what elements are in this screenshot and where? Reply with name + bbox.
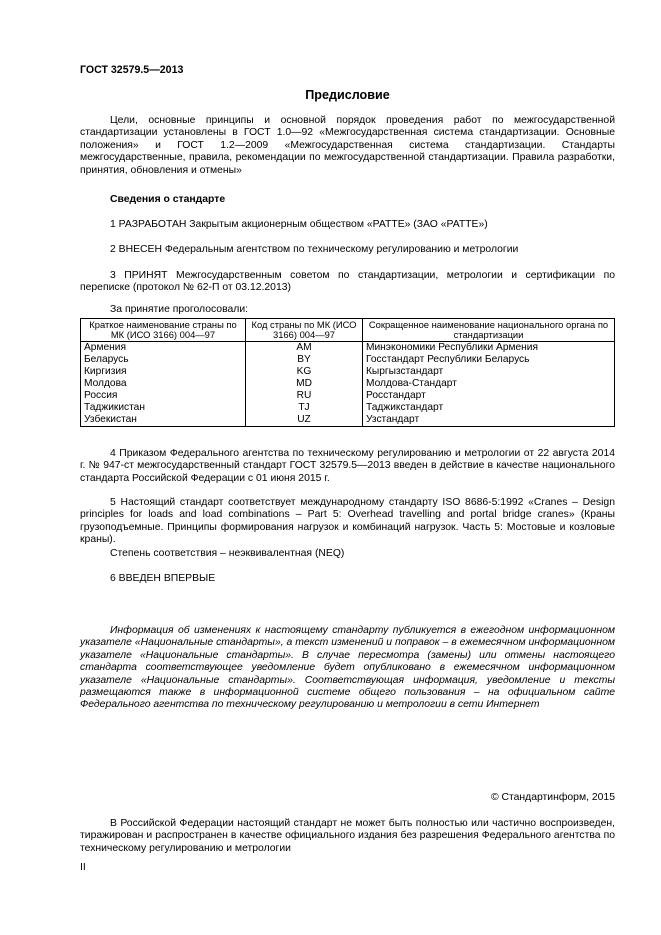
table-row: [81, 354, 615, 366]
voting-table: [80, 318, 615, 427]
table-row: [81, 402, 615, 414]
country-cell: Киргизия: [81, 366, 246, 378]
table-row: [81, 390, 615, 402]
country-cell: Узбекистан: [81, 414, 246, 427]
code-cell: KG: [246, 366, 363, 378]
code-cell: TJ: [246, 402, 363, 414]
header-national-body: Сокращенное наименование национального органа по стандартизации: [363, 319, 615, 342]
item-2-submitted: 2 ВНЕСЕН Федеральным агентством по техническому регулированию и метрологии: [110, 244, 519, 255]
voting-table-header: [81, 319, 615, 342]
header-code: Код страны по МК (ИСО 3166) 004—97: [246, 319, 363, 342]
section-heading: Сведения о стандарте: [110, 194, 226, 205]
code-cell: MD: [246, 378, 363, 390]
document-code: ГОСТ 32579.5—2013: [80, 64, 184, 76]
item-3-adopted: 3 ПРИНЯТ Межгосударственным советом по стандартизации, метрологии и сертификации по переписке (протокол № 62-П от 03.12.2013): [80, 270, 615, 294]
item-5-conformity: 5 Настоящий стандарт соответствует международному стандарту ISO 8686-5:1992 «Cranes – Design principles for loads and load combinations – Part 5: Overhead travelling and portal bridge cranes» (Краны грузоподъемные. Принципы формирования нагрузок и комбинаций нагрузок. Часть 5: Мостовые и козловые краны).: [80, 497, 615, 546]
code-cell: UZ: [246, 414, 363, 427]
page-title: Предисловие: [305, 88, 390, 102]
table-row: [81, 414, 615, 427]
code-cell: BY: [246, 354, 363, 366]
country-cell: Россия: [81, 390, 246, 402]
table-row: [81, 378, 615, 390]
table-row: [81, 366, 615, 378]
item-4-enacted: 4 Приказом Федерального агентства по техническому регулированию и метрологии от 22 августа 2014 г. № 947-ст межгосударственный стандарт ГОСТ 32579.5—2013 введен в действие в качестве национального стандарта Российской Федерации с 01 июня 2015 г.: [80, 448, 615, 484]
country-cell: Таджикистан: [81, 402, 246, 414]
country-cell: Молдова: [81, 378, 246, 390]
voted-label: За принятие проголосовали:: [110, 304, 249, 315]
country-cell: Армения: [81, 342, 246, 355]
body-cell: Минэкономики Республики Армения: [363, 342, 615, 355]
copyright: © Стандартинформ, 2015: [490, 792, 615, 803]
country-cell: Беларусь: [81, 354, 246, 366]
body-cell: Узстандарт: [363, 414, 615, 427]
code-cell: AM: [246, 342, 363, 355]
intro-paragraph: Цели, основные принципы и основной порядок проведения работ по межгосударственной стандартизации установлены в ГОСТ 1.0—92 «Межгосударственная система стандартизации. Основные положения» и ГОСТ 1.2—2009 «Межгосударственная система стандартизации. Стандарты межгосударственные, правила, рекомендации по межгосударственной стандартизации. Правила разработки, принятия, обновления и отмены»: [80, 115, 615, 176]
conformity-degree: Степень соответствия – неэквивалентная (NEQ): [110, 548, 345, 559]
item-6-introduced: 6 ВВЕДЕН ВПЕРВЫЕ: [110, 573, 216, 584]
item-1-developed: 1 РАЗРАБОТАН Закрытым акционерным обществом «РАТТЕ» (ЗАО «РАТТЕ»): [110, 219, 488, 230]
body-cell: Кыргызстандарт: [363, 366, 615, 378]
code-cell: RU: [246, 390, 363, 402]
body-cell: Росстандарт: [363, 390, 615, 402]
body-cell: Молдова-Стандарт: [363, 378, 615, 390]
reproduction-restriction: В Российской Федерации настоящий стандарт не может быть полностью или частично воспроизведен, тиражирован и распространен в качестве официального издания без разрешения Федерального агентства по техническому регулированию и метрологии: [80, 818, 615, 854]
body-cell: Госстандарт Республики Беларусь: [363, 354, 615, 366]
header-country: Краткое наименование страны по МК (ИСО 3166) 004—97: [81, 319, 246, 342]
page-number: II: [80, 862, 86, 873]
changes-info-notice: Информация об изменениях к настоящему стандарту публикуется в ежегодном информационном указателе «Национальные стандарты», а текст изменений и поправок – в ежемесячном информационном указателе «Национальные стандарты». В случае пересмотра (замены) или отмены настоящего стандарта соответствующее уведомление будет опубликовано в ежемесячном информационном указателе «Национальные стандарты». Соответствующая информация, уведомление и тексты размещаются также в информационной системе общего пользования – на официальном сайте Федерального агентства по техническому регулированию и метрологии в сети Интернет: [80, 625, 615, 711]
table-row: [81, 342, 615, 355]
body-cell: Таджикстандарт: [363, 402, 615, 414]
